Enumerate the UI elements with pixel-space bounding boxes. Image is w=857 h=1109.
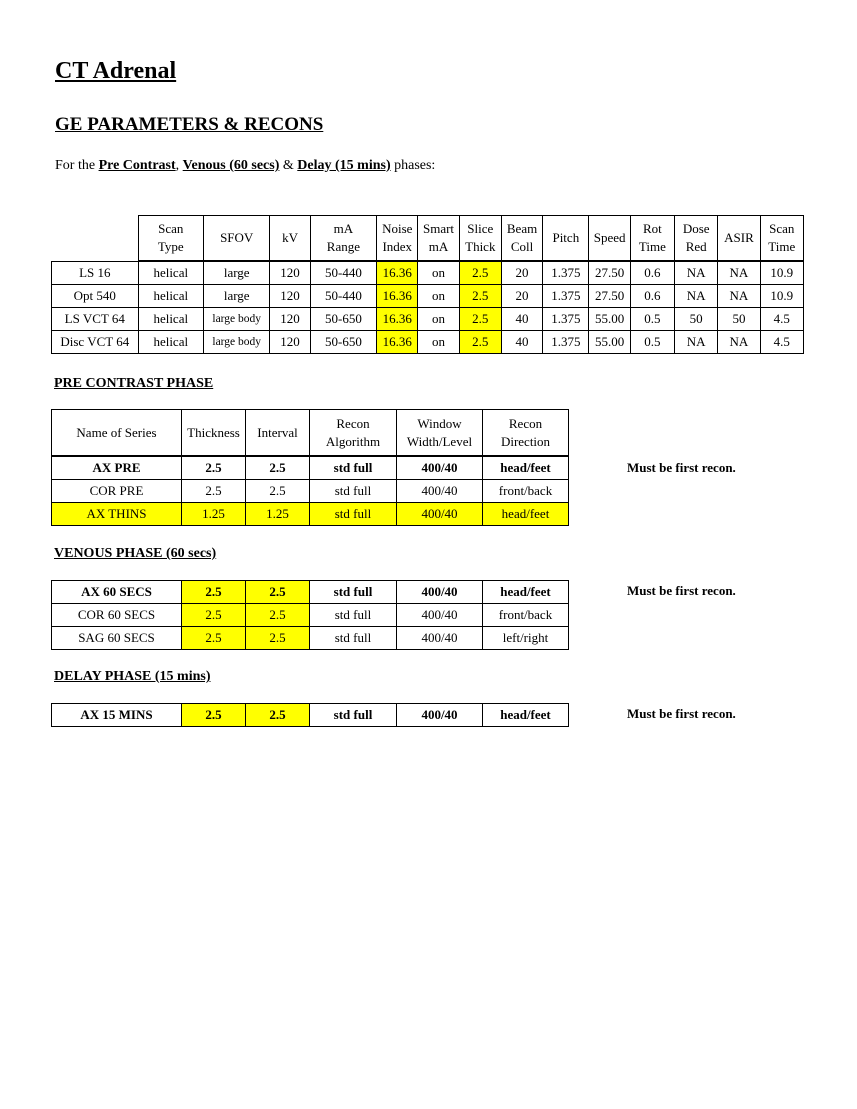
- recon-value: 2.5: [246, 627, 310, 650]
- recon-value: 1.25: [182, 503, 246, 526]
- recon-value: 400/40: [397, 704, 483, 727]
- page-subtitle: GE PARAMETERS & RECONS: [55, 114, 324, 135]
- recon-value: std full: [310, 604, 397, 627]
- scan-value: 20: [501, 261, 542, 285]
- header-line2: Width/Level: [406, 433, 473, 449]
- header-line1: Recon: [336, 415, 370, 431]
- recon-value: 2.5: [182, 456, 246, 480]
- scan-header-line1: Scan: [769, 221, 795, 236]
- recon-value: std full: [310, 503, 397, 526]
- scan-header-row: [52, 216, 804, 262]
- scan-header-cell: [418, 216, 459, 262]
- recon-row: [52, 456, 569, 480]
- intro-sep1: ,: [175, 158, 183, 173]
- scan-value: 120: [270, 331, 310, 354]
- scan-value: 16.36: [377, 331, 418, 354]
- scan-value: large: [203, 285, 269, 308]
- scan-value: 10.9: [760, 261, 803, 285]
- intro-text: [55, 158, 435, 174]
- scanner-name: Opt 540: [52, 285, 139, 308]
- recon-value: 2.5: [246, 456, 310, 480]
- scan-value: 55.00: [589, 308, 630, 331]
- recon-value: 400/40: [397, 604, 483, 627]
- scan-value: 1.375: [543, 331, 589, 354]
- scanner-name: Disc VCT 64: [52, 331, 139, 354]
- scan-table-header: [52, 216, 804, 262]
- scan-value: NA: [675, 331, 718, 354]
- recon-value: 400/40: [397, 627, 483, 650]
- scan-header-line2: Index: [382, 239, 413, 254]
- scan-value: 120: [270, 285, 310, 308]
- recon-value: 400/40: [397, 480, 483, 503]
- scan-value: 50-440: [310, 285, 376, 308]
- recon-value: 2.5: [182, 480, 246, 503]
- scan-value: 27.50: [589, 285, 630, 308]
- series-name: SAG 60 SECS: [52, 627, 182, 650]
- scan-header-line1: Pitch: [552, 230, 580, 245]
- recon-row: [52, 581, 569, 604]
- scan-value: 55.00: [589, 331, 630, 354]
- scan-header-line1: Rot: [642, 221, 662, 236]
- scan-header-line2: Range: [326, 239, 361, 254]
- venous-note: Must be first recon.: [627, 583, 736, 598]
- recon-value: head/feet: [483, 456, 569, 480]
- scan-value: 0.6: [630, 285, 674, 308]
- intro-phase-delay: Delay (15 mins): [297, 158, 391, 173]
- scan-value: helical: [138, 308, 203, 331]
- scan-table-body: [52, 261, 804, 354]
- recon-value: left/right: [483, 627, 569, 650]
- series-name: AX THINS: [52, 503, 182, 526]
- recon-value: std full: [310, 704, 397, 727]
- pre-contrast-header-cell: [182, 410, 246, 457]
- pre-contrast-header-cell: [246, 410, 310, 457]
- header-line2: Direction: [500, 433, 551, 449]
- recon-value: std full: [310, 480, 397, 503]
- recon-value: std full: [310, 581, 397, 604]
- scan-header-line2: Type: [157, 239, 184, 254]
- recon-value: front/back: [483, 604, 569, 627]
- header-line1: Recon: [508, 415, 543, 431]
- recon-value: head/feet: [483, 704, 569, 727]
- scan-value: 120: [270, 308, 310, 331]
- recon-row: [52, 480, 569, 503]
- scan-table-row: [52, 308, 804, 331]
- scan-value: NA: [718, 285, 760, 308]
- scan-value: 2.5: [459, 308, 501, 331]
- scan-value: 120: [270, 261, 310, 285]
- scan-header-line2: Time: [768, 239, 796, 254]
- scan-value: 2.5: [459, 331, 501, 354]
- recon-value: 2.5: [182, 627, 246, 650]
- scan-value: 10.9: [760, 285, 803, 308]
- scan-header-cell: [760, 216, 803, 262]
- scan-value: 0.5: [630, 331, 674, 354]
- scan-value: 16.36: [377, 261, 418, 285]
- scan-value: 20: [501, 285, 542, 308]
- recon-row: [52, 627, 569, 650]
- pre-contrast-header-cell: [483, 410, 569, 457]
- scan-header-line1: Speed: [593, 230, 626, 245]
- intro-sep2: &: [279, 158, 298, 173]
- series-name: AX 60 SECS: [52, 581, 182, 604]
- scan-value: 50-650: [310, 331, 376, 354]
- scan-value: 40: [501, 308, 542, 331]
- scan-table-row: [52, 285, 804, 308]
- recon-row: [52, 503, 569, 526]
- scan-header-line1: SFOV: [220, 230, 254, 245]
- recon-value: 2.5: [246, 480, 310, 503]
- recon-value: std full: [310, 456, 397, 480]
- scan-table-row: [52, 261, 804, 285]
- recon-value: head/feet: [483, 503, 569, 526]
- pre-contrast-note: Must be first recon.: [627, 460, 736, 475]
- page-title: CT Adrenal: [55, 58, 177, 84]
- delay-body: [52, 704, 569, 727]
- scan-value: NA: [718, 331, 760, 354]
- pre-contrast-header-row: [52, 410, 569, 457]
- intro-prefix: For the: [55, 158, 99, 173]
- recon-value: head/feet: [483, 581, 569, 604]
- scan-header-line1: Beam: [506, 221, 538, 236]
- scan-value: 50-650: [310, 308, 376, 331]
- scan-value: large body: [203, 331, 269, 354]
- recon-value: front/back: [483, 480, 569, 503]
- delay-table: [51, 703, 569, 727]
- pre-contrast-title: PRE CONTRAST PHASE: [54, 376, 214, 391]
- scan-value: on: [418, 308, 459, 331]
- scan-value: helical: [138, 261, 203, 285]
- scan-value: on: [418, 261, 459, 285]
- scan-parameters-table: [51, 215, 804, 354]
- scan-header-line2: Coll: [510, 239, 534, 254]
- scan-header-cell: [718, 216, 760, 262]
- intro-phase-pre: Pre Contrast: [98, 158, 176, 173]
- scan-value: NA: [675, 261, 718, 285]
- recon-value: 2.5: [182, 581, 246, 604]
- header-line1: Thickness: [187, 424, 240, 440]
- recon-value: 400/40: [397, 456, 483, 480]
- scan-header-cell: [270, 216, 310, 262]
- scan-header-cell: [630, 216, 674, 262]
- recon-value: 400/40: [397, 581, 483, 604]
- scan-value: on: [418, 331, 459, 354]
- scan-value: helical: [138, 285, 203, 308]
- scan-value: 50-440: [310, 261, 376, 285]
- scan-value: 4.5: [760, 308, 803, 331]
- series-name: AX PRE: [52, 456, 182, 480]
- scan-header-line1: Smart: [422, 221, 455, 236]
- scan-header-cell: [675, 216, 718, 262]
- recon-value: 2.5: [246, 581, 310, 604]
- scan-header-cell: [377, 216, 418, 262]
- header-line1: Window: [417, 415, 462, 431]
- recon-value: 1.25: [246, 503, 310, 526]
- scan-header-line2: Time: [638, 239, 666, 254]
- intro-suffix: phases:: [390, 158, 436, 173]
- scan-value: 50: [675, 308, 718, 331]
- pre-contrast-header-cell: [310, 410, 397, 457]
- scanner-name: LS VCT 64: [52, 308, 139, 331]
- pre-contrast-table: [51, 409, 569, 526]
- header-line1: Interval: [257, 424, 298, 440]
- scan-value: 2.5: [459, 285, 501, 308]
- scan-header-line1: Scan: [158, 221, 184, 236]
- scan-value: 1.375: [543, 261, 589, 285]
- scan-header-line1: ASIR: [724, 230, 754, 245]
- scan-value: 0.6: [630, 261, 674, 285]
- scan-value: 16.36: [377, 285, 418, 308]
- scan-header-line1: Dose: [682, 221, 710, 236]
- scan-value: 40: [501, 331, 542, 354]
- scan-header-line2: Thick: [465, 239, 496, 254]
- scan-table-row: [52, 331, 804, 354]
- scan-value: large: [203, 261, 269, 285]
- scan-header-line1: kV: [282, 230, 298, 245]
- scan-value: NA: [675, 285, 718, 308]
- scan-header-line2: Red: [685, 239, 707, 254]
- recon-row: [52, 704, 569, 727]
- scanner-name: LS 16: [52, 261, 139, 285]
- scan-value: 1.375: [543, 308, 589, 331]
- scan-value: 1.375: [543, 285, 589, 308]
- scan-header-line2: mA: [428, 239, 449, 254]
- series-name: COR 60 SECS: [52, 604, 182, 627]
- scan-value: 0.5: [630, 308, 674, 331]
- recon-value: 2.5: [182, 704, 246, 727]
- scan-value: large body: [203, 308, 269, 331]
- header-line2: Algorithm: [325, 433, 381, 449]
- scan-header-cell: [543, 216, 589, 262]
- venous-table: [51, 580, 569, 650]
- series-name: AX 15 MINS: [52, 704, 182, 727]
- scan-header-line1: Slice: [467, 221, 494, 236]
- scan-value: on: [418, 285, 459, 308]
- scan-header-blank: [52, 216, 139, 262]
- recon-value: 2.5: [246, 704, 310, 727]
- scan-header-cell: [501, 216, 542, 262]
- scan-header-cell: [589, 216, 630, 262]
- recon-value: 2.5: [246, 604, 310, 627]
- recon-value: 2.5: [182, 604, 246, 627]
- series-name: COR PRE: [52, 480, 182, 503]
- scan-header-cell: [310, 216, 376, 262]
- scan-value: 2.5: [459, 261, 501, 285]
- recon-row: [52, 604, 569, 627]
- intro-phase-venous: Venous (60 secs): [182, 158, 280, 173]
- scan-header-cell: [138, 216, 203, 262]
- scan-header-line1: mA: [333, 221, 354, 236]
- scan-value: 16.36: [377, 308, 418, 331]
- scan-value: 50: [718, 308, 760, 331]
- venous-title: VENOUS PHASE (60 secs): [54, 546, 217, 561]
- pre-contrast-header-cell: [397, 410, 483, 457]
- scan-header-line1: Noise: [382, 221, 413, 236]
- scan-value: helical: [138, 331, 203, 354]
- pre-contrast-header: [52, 410, 569, 457]
- delay-title: DELAY PHASE (15 mins): [54, 669, 211, 684]
- scan-value: 27.50: [589, 261, 630, 285]
- pre-contrast-header-cell: [52, 410, 182, 457]
- recon-value: 400/40: [397, 503, 483, 526]
- scan-header-cell: [203, 216, 269, 262]
- header-line1: Name of Series: [76, 424, 157, 440]
- scan-value: NA: [718, 261, 760, 285]
- recon-value: std full: [310, 627, 397, 650]
- delay-note: Must be first recon.: [627, 706, 736, 721]
- scan-value: 4.5: [760, 331, 803, 354]
- scan-header-cell: [459, 216, 501, 262]
- pre-contrast-body: [52, 456, 569, 526]
- venous-body: [52, 581, 569, 650]
